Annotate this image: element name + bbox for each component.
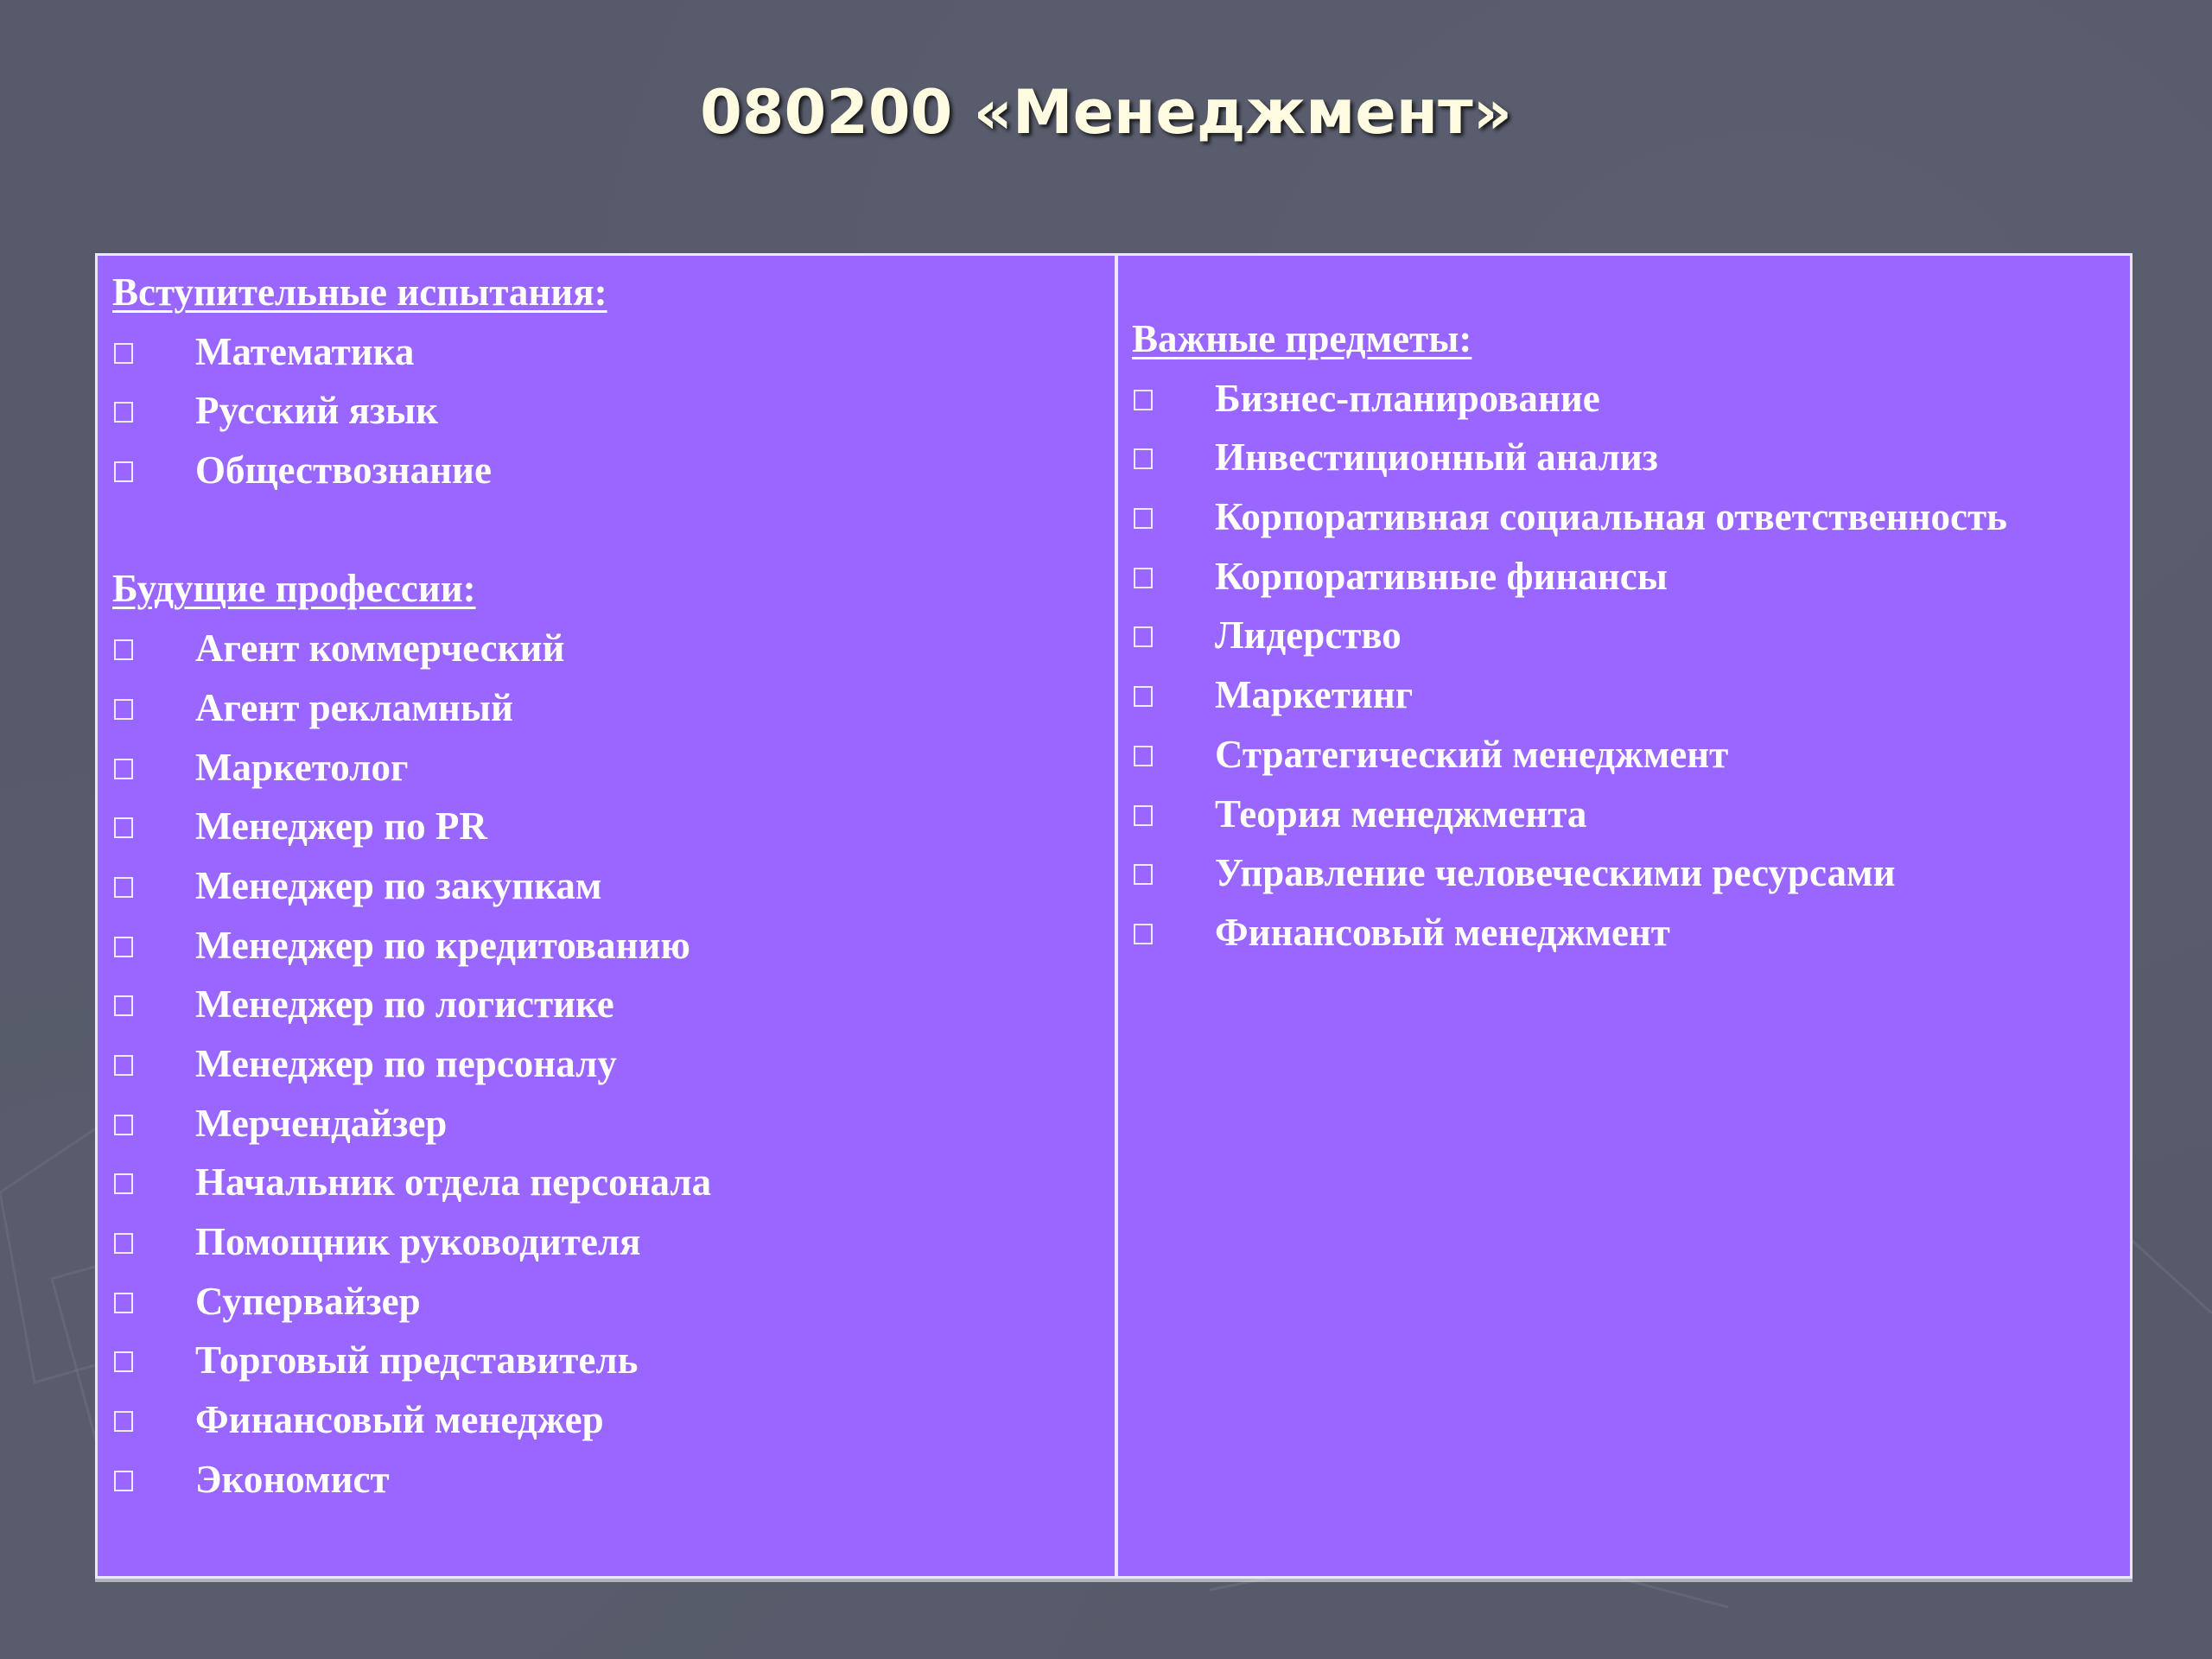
- checkbox-square-icon: [1134, 686, 1153, 707]
- list-item-label: Агент коммерческий: [195, 626, 565, 671]
- list-item: [112, 619, 1097, 678]
- list-item-label: Начальник отдела персонала: [195, 1160, 712, 1205]
- list-item-label: Финансовый менеджмент: [1215, 910, 1670, 954]
- entrance-exams-list: [112, 322, 1097, 500]
- list-item-label: Математика: [195, 329, 415, 373]
- right-column: [1132, 256, 2117, 963]
- checkbox-square-icon: [114, 937, 133, 957]
- list-item: [1132, 843, 2117, 903]
- list-item-label: Менеджер по логистике: [195, 982, 614, 1027]
- section-spacer: [112, 500, 1097, 560]
- list-item: [112, 441, 1097, 500]
- list-item-label: Мерчендайзер: [195, 1101, 448, 1145]
- list-item-label: Стратегический менеджмент: [1215, 732, 1729, 776]
- list-item: [112, 1153, 1097, 1212]
- checkbox-square-icon: [114, 877, 133, 898]
- list-item-label: Супервайзер: [195, 1279, 421, 1323]
- list-item: [112, 322, 1097, 382]
- list-item-label: Менеджер по PR: [195, 804, 487, 849]
- list-item: [112, 975, 1097, 1034]
- list-item: [112, 1212, 1097, 1272]
- list-item: [1132, 665, 2117, 725]
- checkbox-square-icon: [114, 1173, 133, 1194]
- checkbox-square-icon: [114, 699, 133, 720]
- list-item-label: Маркетинг: [1215, 673, 1414, 717]
- list-item-label: Инвестиционный анализ: [1215, 435, 1658, 480]
- list-item: [1132, 606, 2117, 665]
- checkbox-square-icon: [114, 995, 133, 1016]
- checkbox-square-icon: [114, 402, 133, 423]
- list-item-label: Теория менеджмента: [1215, 791, 1587, 836]
- column-divider: [1115, 256, 1118, 1576]
- checkbox-square-icon: [1134, 805, 1153, 826]
- list-item-label: Бизнес-планирование: [1215, 376, 1600, 420]
- future-professions-heading: Будущие профессии:: [112, 567, 476, 611]
- list-item: [112, 797, 1097, 856]
- list-item: [112, 381, 1097, 441]
- future-professions-list: [112, 619, 1097, 1509]
- list-item: [112, 856, 1097, 916]
- list-item: [1132, 725, 2117, 785]
- checkbox-square-icon: [114, 759, 133, 779]
- checkbox-square-icon: [1134, 508, 1153, 529]
- checkbox-square-icon: [114, 1411, 133, 1432]
- checkbox-square-icon: [1134, 568, 1153, 588]
- list-item: [112, 916, 1097, 976]
- list-item: [112, 738, 1097, 798]
- checkbox-square-icon: [114, 1233, 133, 1254]
- list-item: [112, 1450, 1097, 1510]
- checkbox-square-icon: [114, 639, 133, 660]
- checkbox-square-icon: [114, 1293, 133, 1313]
- important-subjects-heading: Важные предметы:: [1132, 317, 1472, 360]
- list-item-label: Обществознание: [195, 448, 492, 493]
- checkbox-square-icon: [114, 1115, 133, 1135]
- list-item-label: Помощник руководителя: [195, 1220, 641, 1263]
- list-item-label: Менеджер по кредитованию: [195, 923, 690, 967]
- list-item-label: Управление человеческими ресурсами: [1215, 851, 1896, 895]
- list-item: [112, 678, 1097, 738]
- checkbox-square-icon: [114, 461, 133, 482]
- list-item-label: Лидерство: [1215, 613, 1402, 658]
- checkbox-square-icon: [1134, 390, 1153, 410]
- list-item-label: Торговый представитель: [195, 1338, 639, 1382]
- checkbox-square-icon: [114, 1055, 133, 1076]
- list-item-label: Менеджер по персоналу: [195, 1041, 617, 1085]
- list-item-label: Русский язык: [195, 389, 439, 433]
- list-item: [112, 1094, 1097, 1154]
- list-item-label: Экономист: [195, 1457, 390, 1501]
- list-item: [1132, 547, 2117, 607]
- list-item-label: Менеджер по закупкам: [195, 863, 602, 907]
- list-item: [1132, 369, 2117, 429]
- list-item: [112, 1390, 1097, 1450]
- slide-title: 080200 «Менеджмент»: [700, 77, 1512, 148]
- list-item: [112, 1034, 1097, 1094]
- list-item-label: Корпоративная социальная ответственность: [1215, 495, 2007, 539]
- list-item-label: Финансовый менеджер: [195, 1398, 604, 1442]
- left-column: [112, 256, 1097, 1509]
- list-item: [1132, 785, 2117, 844]
- checkbox-square-icon: [114, 1351, 133, 1372]
- important-subjects-list: [1132, 369, 2117, 963]
- content-table: [95, 253, 2133, 1579]
- checkbox-square-icon: [1134, 626, 1153, 647]
- checkbox-square-icon: [114, 1471, 133, 1491]
- entrance-exams-heading: Вступительные испытания:: [112, 270, 607, 314]
- list-item-label: Корпоративные финансы: [1215, 554, 1668, 598]
- list-item: [1132, 487, 2117, 547]
- checkbox-square-icon: [114, 817, 133, 838]
- list-item-label: Агент рекламный: [195, 685, 513, 729]
- list-item: [112, 1331, 1097, 1390]
- list-item: [1132, 903, 2117, 963]
- checkbox-square-icon: [114, 343, 133, 364]
- checkbox-square-icon: [1134, 746, 1153, 766]
- list-item: [1132, 428, 2117, 487]
- checkbox-square-icon: [1134, 864, 1153, 885]
- list-item: [112, 1272, 1097, 1332]
- list-item-label: Маркетолог: [195, 745, 409, 789]
- checkbox-square-icon: [1134, 448, 1153, 469]
- checkbox-square-icon: [1134, 924, 1153, 944]
